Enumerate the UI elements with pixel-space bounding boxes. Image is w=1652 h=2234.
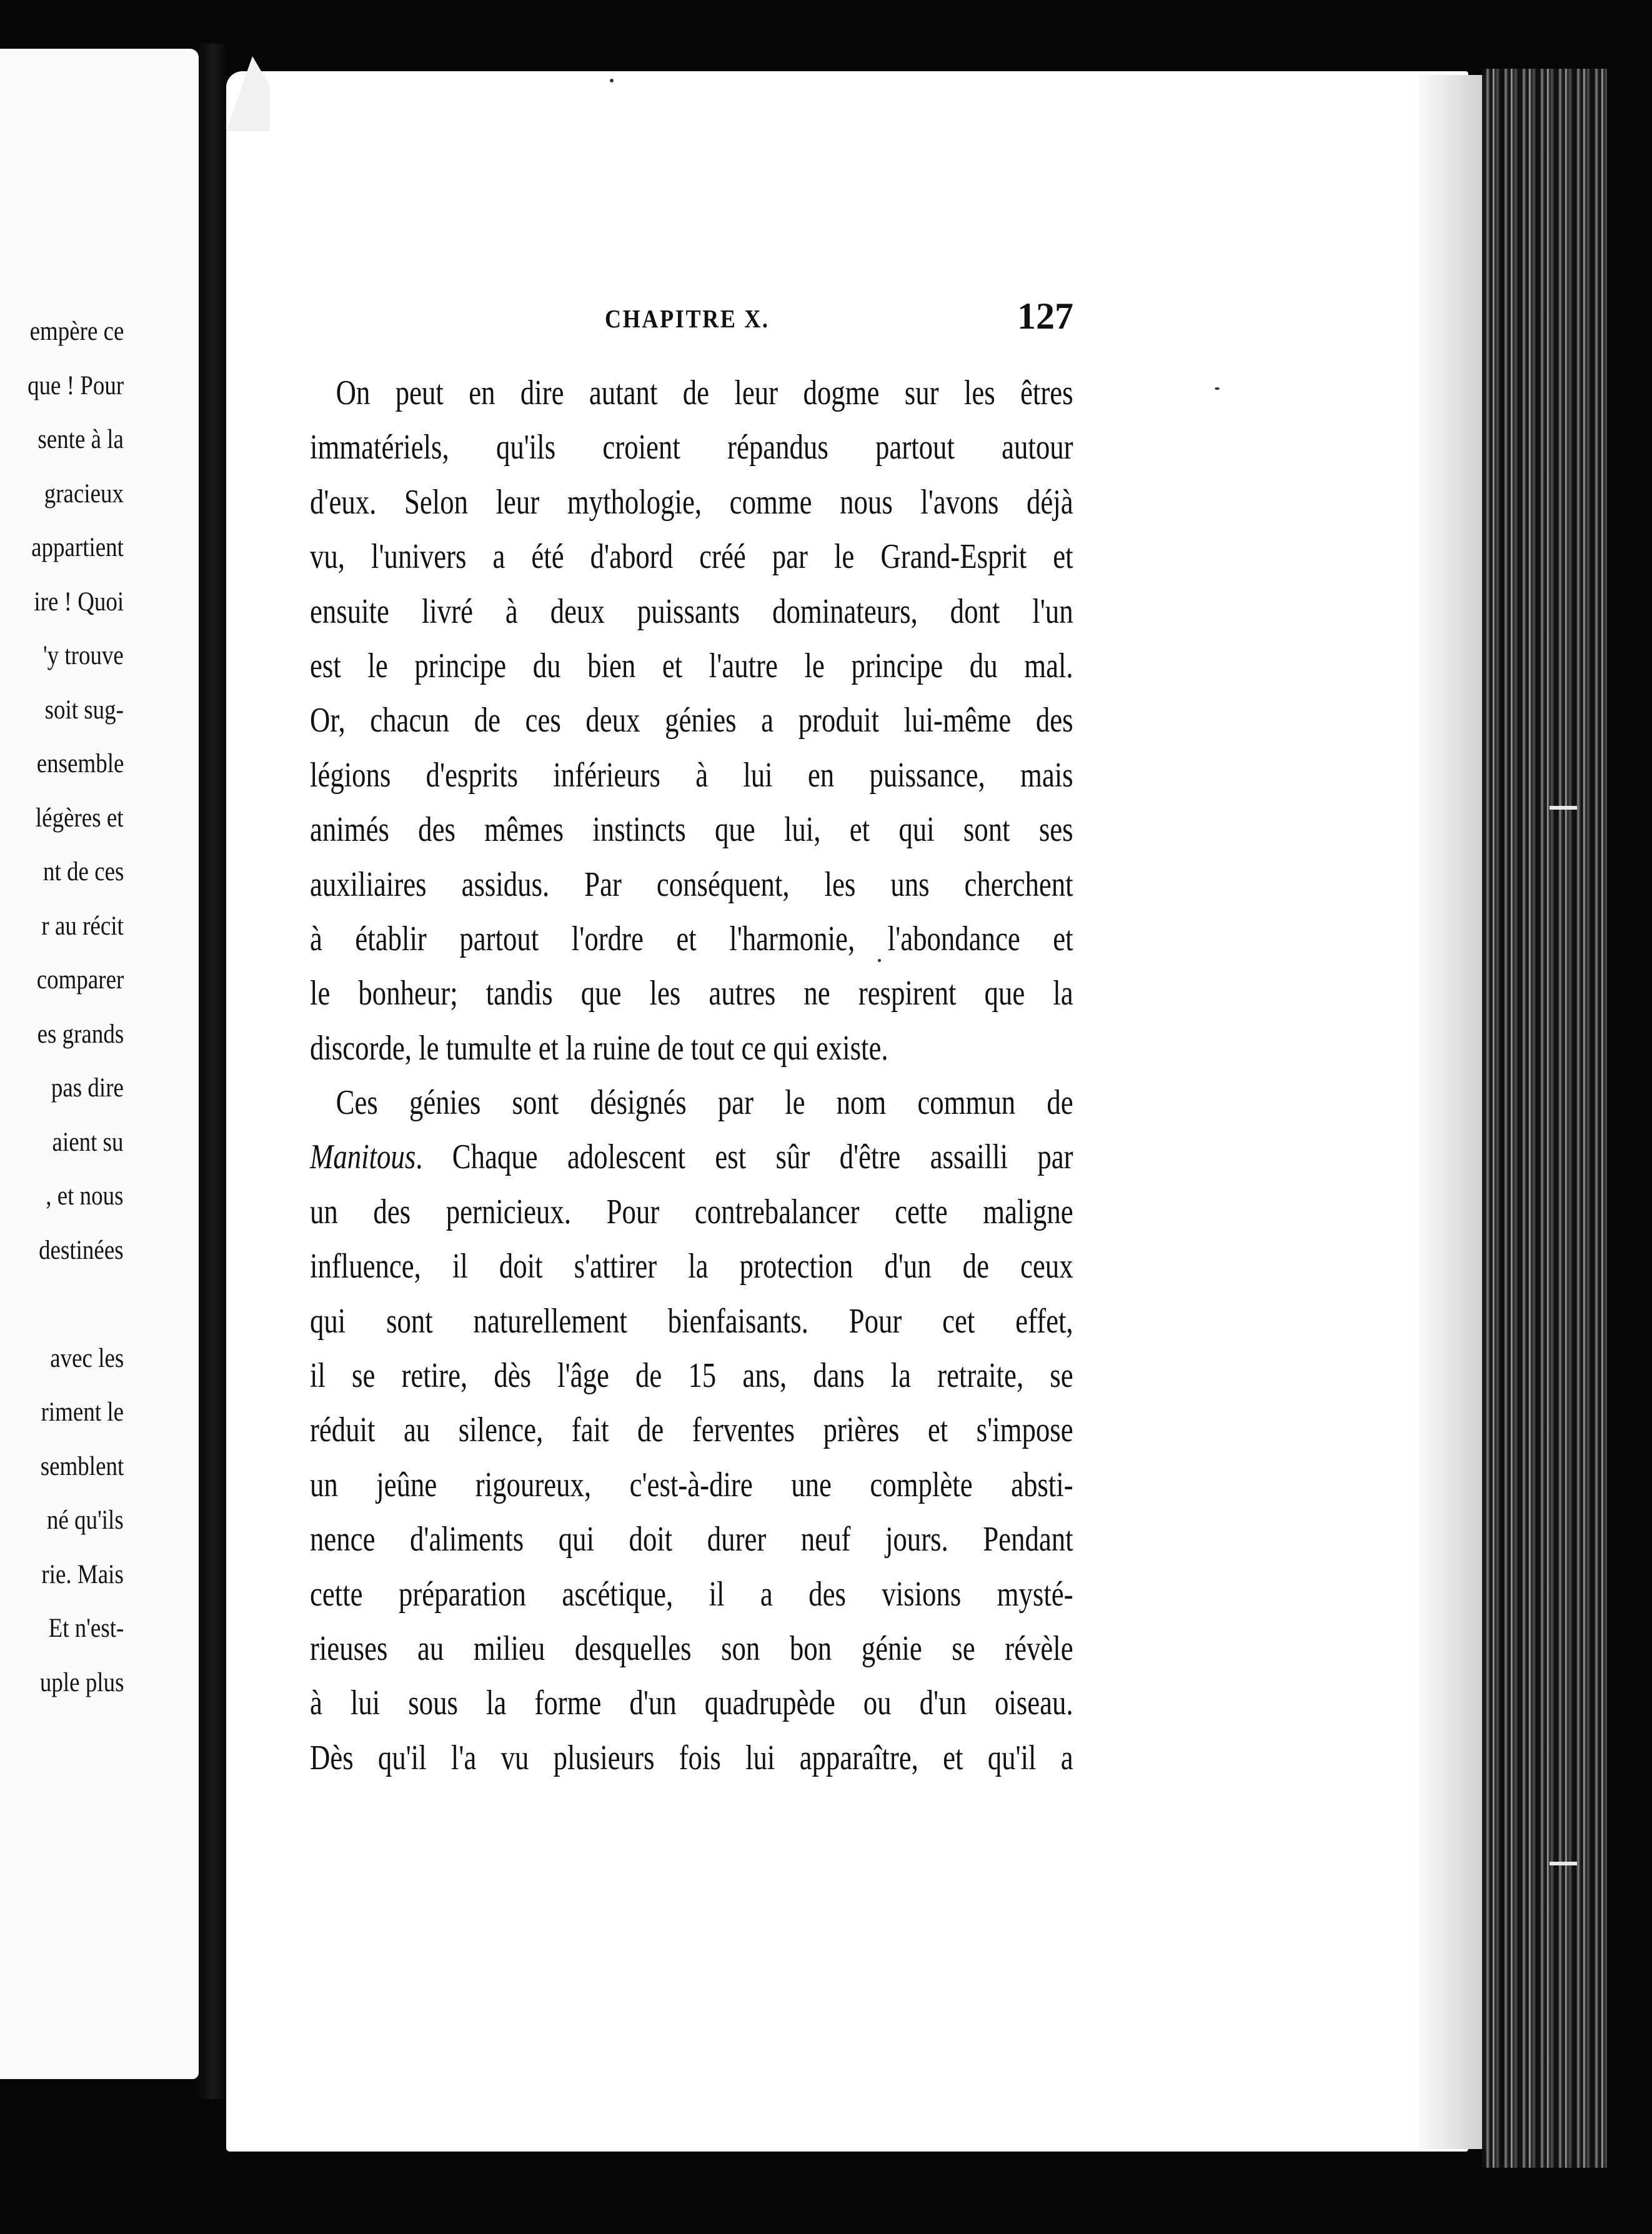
text-line (310, 1294, 1073, 1349)
text-line (310, 1731, 1073, 1785)
text-line (310, 1239, 1073, 1294)
print-speck (878, 959, 881, 962)
text-line (310, 366, 1073, 420)
text-fragment: vu, l'univers a été d'abord créé par le Grand-Esprit et (310, 537, 1073, 577)
text-fragment: Or, chacun de ces deux génies a produit lui-même des (310, 701, 1073, 740)
facing-text-line: uple plus (39, 1667, 124, 1697)
text-fragment: animés des mêmes instincts que lui, et qui sont ses (310, 810, 1073, 850)
text-fragment: . Chaque adolescent est sûr d'être assailli par (415, 1138, 1073, 1177)
edge-mark (1550, 806, 1577, 810)
text-line (310, 420, 1073, 475)
facing-text-line: empère ce (29, 317, 124, 346)
text-line (310, 475, 1073, 530)
facing-text-line: pas dire (51, 1073, 124, 1103)
text-fragment: On peut en dire autant de leur dogme sur les êtres (336, 374, 1073, 412)
facing-text-line: légères et (36, 803, 124, 833)
text-line (310, 1512, 1073, 1567)
text-line (310, 1622, 1073, 1676)
text-fragment: le bonheur; tandis que les autres ne respirent que la (310, 974, 1073, 1013)
facing-text-line: ensemble (36, 749, 124, 778)
text-line (310, 803, 1073, 857)
facing-text-line: es grands (37, 1019, 124, 1049)
print-speck (610, 79, 614, 82)
facing-text-line: semblent (40, 1451, 124, 1481)
text-fragment: un jeûne rigoureux, c'est-à-dire une complète absti- (310, 1465, 1073, 1504)
text-line (310, 1676, 1073, 1730)
running-head: CHAPITRE X. (605, 304, 770, 333)
text-line (310, 1567, 1073, 1622)
facing-text-line: destinées (39, 1235, 124, 1265)
text-line (310, 530, 1073, 584)
text-line (310, 1021, 1073, 1076)
facing-text-line: 'y trouve (43, 641, 124, 670)
facing-text-line: soit sug- (44, 695, 124, 725)
text-fragment: est le principe du bien et l'autre le principe du mal. (310, 646, 1073, 685)
text-fragment: ensuite livré à deux puissants dominateurs, dont l'un (310, 592, 1073, 631)
text-fragment: rieuses au milieu desquelles son bon génie se révèle (310, 1629, 1073, 1668)
text-line (310, 1076, 1073, 1130)
facing-text-line: gracieux (44, 479, 124, 509)
facing-text-line: , et nous (46, 1181, 124, 1211)
text-fragment: légions d'esprits inférieurs à lui en puissance, mais (310, 755, 1073, 795)
facing-text-line: né qu'ils (47, 1506, 124, 1535)
text-fragment: immatériels, qu'ils croient répandus partout autour (310, 428, 1073, 467)
text-fragment: influence, il doit s'attirer la protection d'un de ceux (310, 1247, 1073, 1286)
text-line (310, 748, 1073, 803)
text-line (310, 1458, 1073, 1512)
text-line (310, 966, 1073, 1021)
facing-text-line: Et n'est- (48, 1614, 124, 1643)
body-text (310, 366, 1073, 1785)
text-fragment: d'eux. Selon leur mythologie, comme nous l'avons déjà (310, 482, 1073, 522)
facing-text-line: appartient (31, 533, 124, 562)
facing-text-line: avec les (49, 1343, 124, 1373)
text-line (310, 1130, 1073, 1184)
book-gutter (199, 44, 229, 2099)
text-fragment: Ces génies sont désignés par le nom commun de (336, 1083, 1073, 1123)
text-fragment: il se retire, dès l'âge de 15 ans, dans la retraite, se (310, 1356, 1073, 1396)
text-line (310, 693, 1073, 748)
text-fragment: discorde, le tumulte et la ruine de tout ce qui existe. (310, 1028, 888, 1068)
facing-page-fragment (0, 49, 199, 2079)
text-fragment: nence d'aliments qui doit durer neuf jours. Pendant (310, 1520, 1073, 1559)
italic-term: Manitous (310, 1138, 416, 1177)
page-edge-shading (1418, 75, 1487, 2149)
facing-text-line: rie. Mais (41, 1559, 124, 1589)
text-line (310, 858, 1073, 912)
facing-text-line: aient su (52, 1127, 124, 1157)
facing-text-line: riment le (41, 1397, 124, 1427)
text-fragment: cette préparation ascétique, il a des visions mysté- (310, 1574, 1073, 1614)
text-line (310, 585, 1073, 639)
text-fragment: réduit au silence, fait de ferventes prières et s'impose (310, 1411, 1073, 1450)
text-line (310, 1185, 1073, 1239)
text-line (310, 912, 1073, 966)
facing-text-line: sente à la (37, 425, 124, 454)
facing-text-line: que ! Pour (27, 370, 124, 400)
book-fore-edge (1482, 69, 1607, 2168)
edge-mark (1550, 1862, 1577, 1865)
text-fragment: à établir partout l'ordre et l'harmonie, l'abondance et (310, 919, 1073, 958)
page-number: 127 (1017, 295, 1073, 337)
text-fragment: Dès qu'il l'a vu plusieurs fois lui apparaître, et qu'il a (310, 1738, 1073, 1777)
text-fragment: à lui sous la forme d'un quadrupède ou d'un oiseau. (310, 1684, 1073, 1723)
facing-text-line: nt de ces (42, 857, 124, 886)
text-line (310, 639, 1073, 693)
text-fragment: auxiliaires assidus. Par conséquent, les uns cherchent (310, 865, 1073, 904)
print-speck (1215, 387, 1220, 390)
facing-text-line: comparer (36, 965, 124, 995)
text-line (310, 1349, 1073, 1403)
text-fragment: un des pernicieux. Pour contrebalancer cette maligne (310, 1192, 1073, 1231)
facing-text-line: r au récit (41, 911, 124, 941)
text-line (310, 1403, 1073, 1457)
text-fragment: qui sont naturellement bienfaisants. Pour cet effet, (310, 1301, 1073, 1341)
facing-text-line: ire ! Quoi (34, 587, 124, 617)
